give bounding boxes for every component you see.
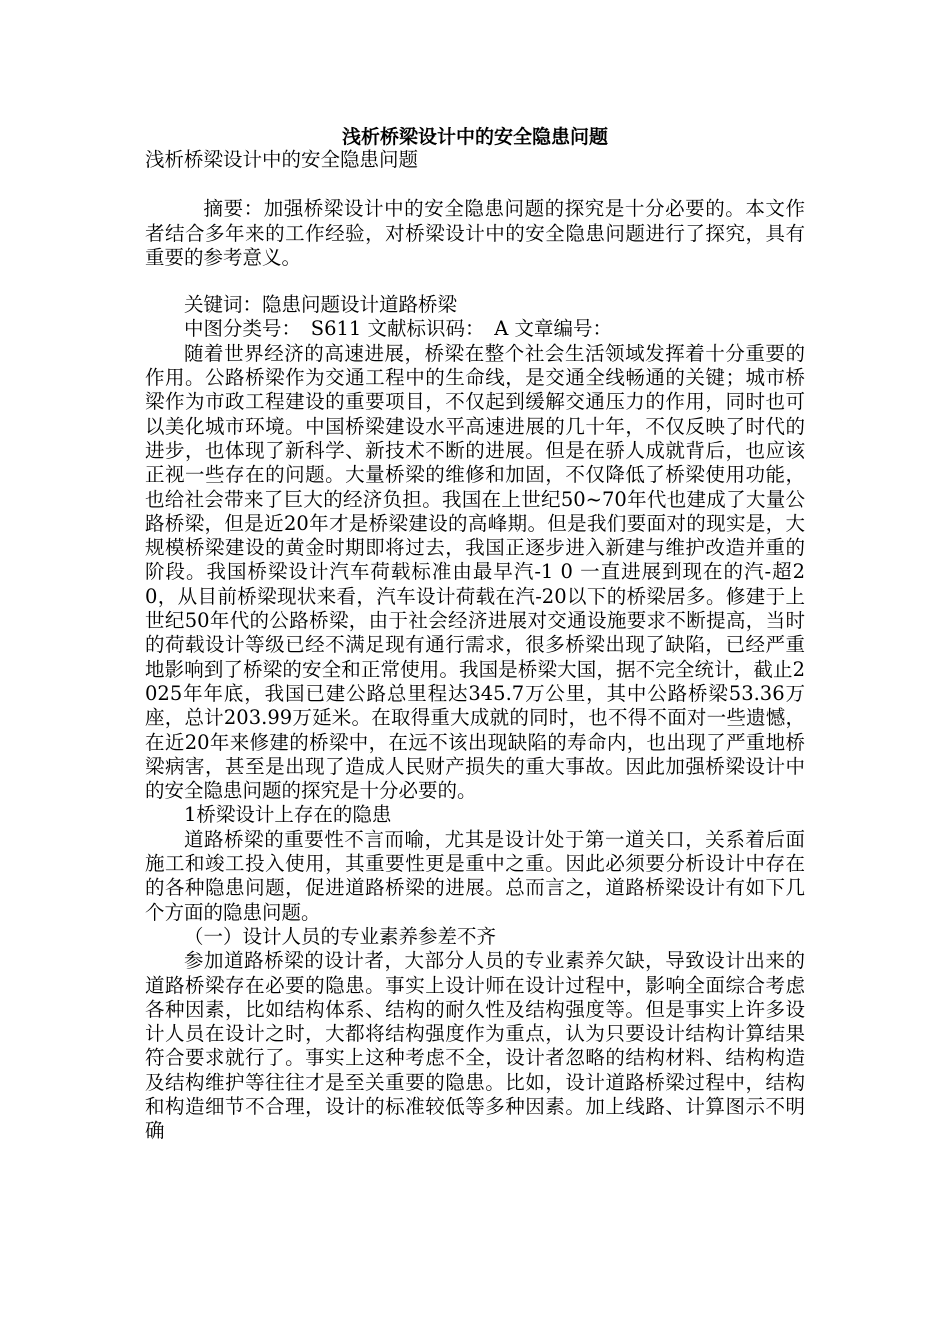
spacer (145, 270, 805, 293)
abstract-paragraph: 摘要：加强桥梁设计中的安全隐患问题的探究是十分必要的。本文作者结合多年来的工作经验，对桥梁设计中的安全隐患问题进行了探究，具有重要的参考意义。 (145, 197, 805, 269)
document-body (145, 148, 805, 1144)
classification-line: 中图分类号： S611 文献标识码： A 文章编号： (184, 317, 613, 341)
document-title: 浅析桥梁设计中的安全隐患问题 (341, 126, 608, 148)
subsection-heading: （一）设计人员的专业素养参差不齐 (184, 924, 497, 948)
spacer (145, 172, 805, 197)
body-paragraph: 参加道路桥梁的设计者，大部分人员的专业素养欠缺，导致设计出来的道路桥梁存在必要的隐患。事实上设计师在设计过程中，影响全面综合考虑各种因素，比如结构体系、结构的耐久性及结构强度等。但是事实上许多设计人员在设计之时，大都将结构强度作为重点，认为只要设计结构计算结果符合要求就行了。事实上这种考虑不全，设计者忽略的结构材料、结构构造及结构维护等往往才是至关重要的隐患。比如，设计道路桥梁过程中，结构和构造细节不合理，设计的标准较低等多种因素。加上线路、计算图示不明确 (145, 949, 805, 1143)
body-paragraph: 道路桥梁的重要性不言而喻，尤其是设计处于第一道关口，关系着后面施工和竣工投入使用，其重要性更是重中之重。因此必须要分析设计中存在的各种隐患问题，促进道路桥梁的进展。总而言之，道路桥梁设计有如下几个方面的隐患问题。 (145, 827, 805, 924)
document-subtitle: 浅析桥梁设计中的安全隐患问题 (145, 148, 419, 171)
intro-paragraph: 随着世界经济的高速进展，桥梁在整个社会生活领域发挥着十分重要的作用。公路桥梁作为交通工程中的生命线，是交通全线畅通的关键；城市桥梁作为市政工程建设的重要项目，不仅起到缓解交通压力的作用，同时也可以美化城市环境。中国桥梁建设水平高速进展的几十年，不仅反映了时代的进步，也体现了新科学、新技术不断的进展。但是在骄人成就背后，也应该正视一些存在的问题。大量桥梁的维修和加固，不仅降低了桥梁使用功能，也给社会带来了巨大的经济负担。我国在上世纪50~70年代也建成了大量公路桥梁，但是近20年才是桥梁建设的高峰期。但是我们要面对的现实是，大规模桥梁建设的黄金时期即将过去，我国正逐步进入新建与维护改造并重的阶段。我国桥梁设计汽车荷载标准由最早汽-1 0 一直进展到现在的汽-超20，从目前桥梁现状来看，汽车设计荷载在汽-20以下的桥梁居多。修建于上世纪50年代的公路桥梁，由于社会经济进展对交通设施要求不断提高，当时的荷载设计等级已经不满足现有通行需求，很多桥梁出现了缺陷，已经严重地影响到了桥梁的安全和正常使用。我国是桥梁大国，据不完全统计，截止2025年年底，我国已建公路总里程达345.7万公里，其中公路桥梁53.36万座，总计203.99万延米。在取得重大成就的同时，也不得不面对一些遗憾，在近20年来修建的桥梁中，在远不该出现缺陷的寿命内，也出现了严重地桥梁病害，甚至是出现了造成人民财产损失的重大事故。因此加强桥梁设计中的安全隐患问题的探究是十分必要的。 (145, 341, 805, 803)
keywords-line: 关键词：隐患问题设计道路桥梁 (184, 293, 458, 317)
section-heading: 1桥梁设计上存在的隐患 (184, 803, 392, 827)
